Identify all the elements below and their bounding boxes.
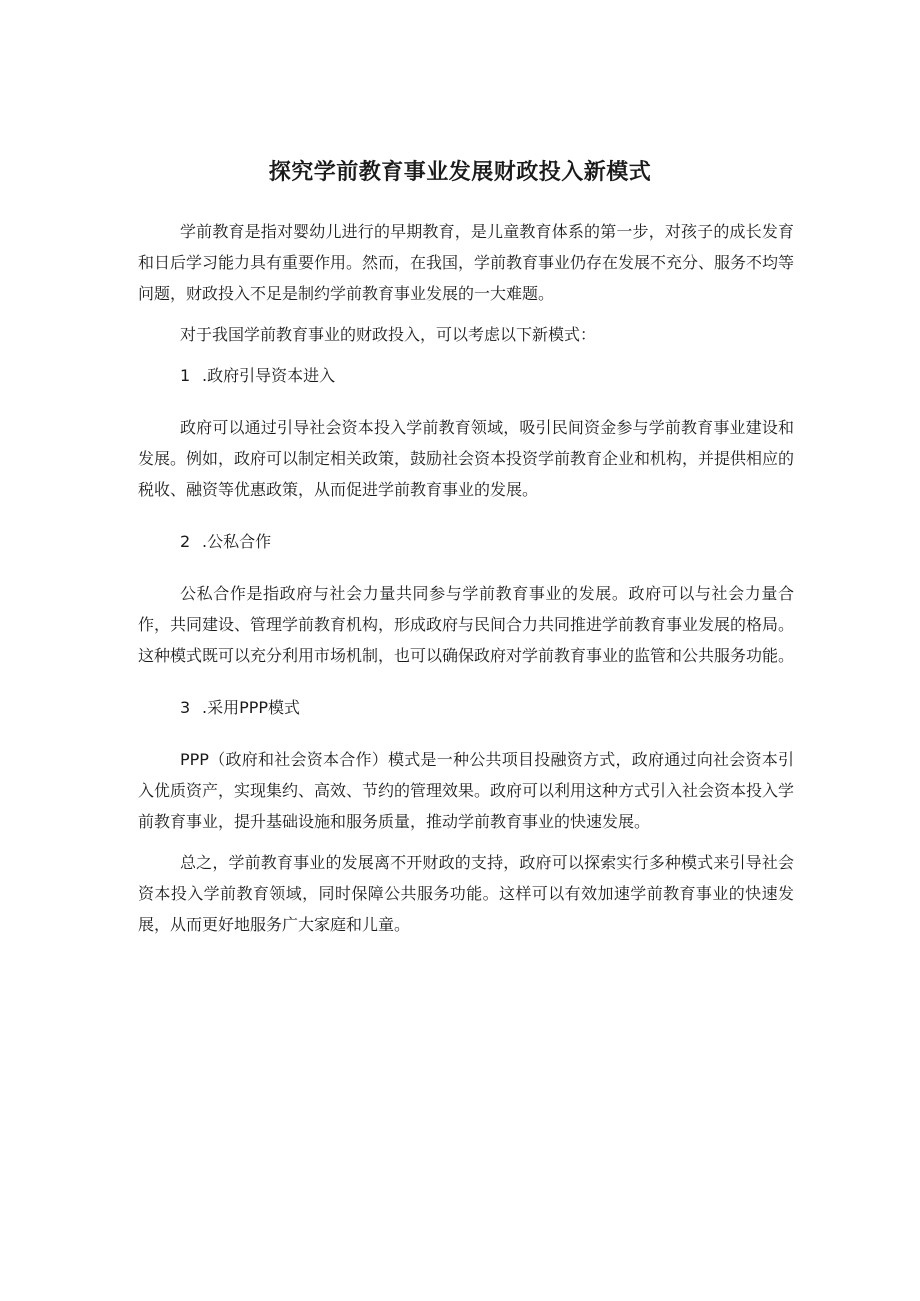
section-heading-text-3: .采用PPP模式 [202,698,301,717]
section-paragraph-3: PPP（政府和社会资本合作）模式是一种公共项目投融资方式，政府通过向社会资本引入优质资产，实现集约、高效、节约的管理效果。政府可以利用这种方式引入社会资本投入学前教育事业，提升基础设施和服务质量，推动学前教育事业的快速发展。 [138,750,795,831]
section-number-3: 3 [180,698,191,717]
intro-paragraph: 学前教育是指对婴幼儿进行的早期教育，是儿童教育体系的第一步，对孩子的成长发育和日后学习能力具有重要作用。然而，在我国，学前教育事业仍存在发展不充分、服务不均等问题，财政投入不足是制约学前教育事业发展的一大难题。 [138,222,795,303]
document-title: 探究学前教育事业发展财政投入新模式 [268,159,652,185]
section-heading-text-1: .政府引导资本进入 [202,366,336,385]
section-heading-3 [138,692,794,723]
lead-paragraph: 对于我国学前教育事业的财政投入，可以考虑以下新模式： [180,325,597,344]
section-heading-1 [138,360,794,391]
conclusion-paragraph: 总之，学前教育事业的发展离不开财政的支持，政府可以探索实行多种模式来引导社会资本投入学前教育领域，同时保障公共服务功能。这样可以有效加速学前教育事业的快速发展，从而更好地服务广大家庭和儿童。 [138,853,794,934]
section-number-1: 1 [180,366,191,385]
section-heading-2 [138,526,794,557]
section-heading-text-2: .公私合作 [202,532,272,551]
section-paragraph-2: 公私合作是指政府与社会力量共同参与学前教育事业的发展。政府可以与社会力量合作，共同建设、管理学前教育机构，形成政府与民间合力共同推进学前教育事业发展的格局。这种模式既可以充分利用市场机制，也可以确保政府对学前教育事业的监管和公共服务功能。 [138,584,795,665]
document-body [138,216,794,940]
section-number-2: 2 [180,532,191,551]
section-paragraph-1: 政府可以通过引导社会资本投入学前教育领域，吸引民间资金参与学前教育事业建设和发展。例如，政府可以制定相关政策，鼓励社会资本投资学前教育企业和机构，并提供相应的税收、融资等优惠政策，从而促进学前教育事业的发展。 [138,418,795,499]
